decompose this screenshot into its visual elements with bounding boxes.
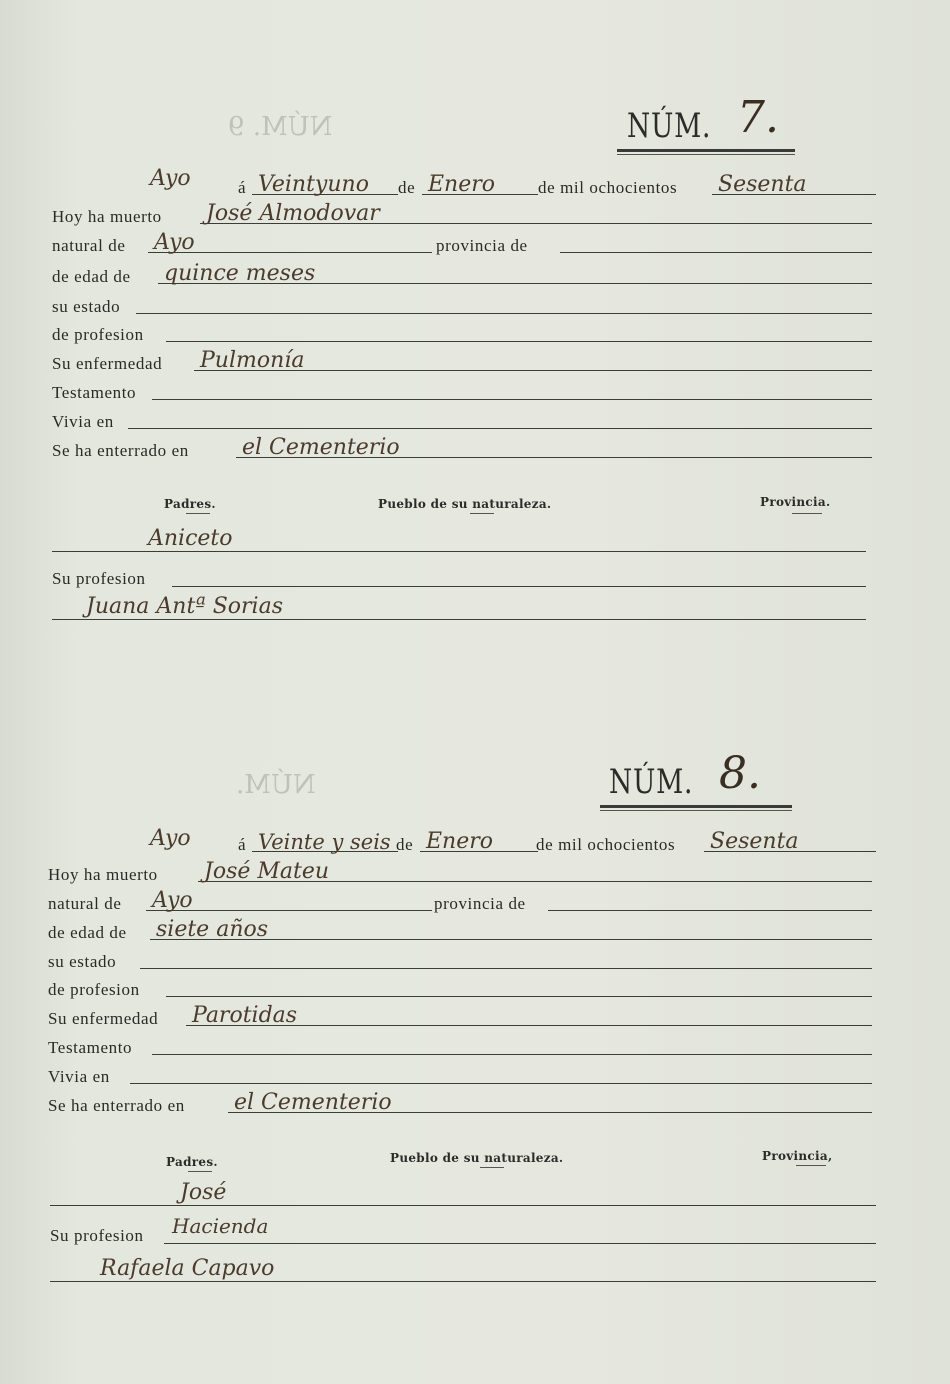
- pueblo-header: Pueblo de su naturaleza.: [390, 1151, 564, 1165]
- date-day-value: Veinte y seis: [252, 833, 398, 852]
- natural-de-label: natural de: [52, 236, 126, 255]
- father-line: [50, 1205, 876, 1206]
- provincia-header: Provincia.: [760, 495, 831, 509]
- enterrado-label: Se ha enterrado en: [48, 1096, 185, 1115]
- edad-label: de edad de: [48, 923, 127, 942]
- enterrado-label: Se ha enterrado en: [52, 441, 189, 460]
- num-underline: [617, 154, 795, 155]
- date-year-value: Sesenta: [704, 833, 876, 852]
- header-rule: [188, 1171, 212, 1172]
- header-rule: [186, 513, 210, 514]
- num-underline: [600, 810, 792, 811]
- num-underline: [600, 805, 792, 808]
- estado-label: su estado: [48, 952, 117, 971]
- enfermedad-label: Su enfermedad: [52, 354, 163, 373]
- mother-line: [52, 619, 866, 620]
- su-profesion-label: Su profesion: [52, 569, 146, 588]
- mother-name-value: Rafaela Capavo: [100, 1256, 275, 1281]
- header-rule: [796, 1165, 826, 1166]
- estado-value: [140, 950, 872, 969]
- num-value: 8.: [719, 748, 761, 799]
- profesion-label: de profesion: [48, 980, 140, 999]
- date-a-label: á: [238, 178, 247, 197]
- date-de-mil-label: de mil ochocientos: [536, 835, 676, 854]
- enterrado-value: el Cementerio: [228, 1094, 872, 1113]
- father-line: [52, 551, 866, 552]
- bleed-through-mark: NÚM. 9: [228, 112, 333, 142]
- mother-line: [50, 1281, 876, 1282]
- date-month-value: Enero: [420, 833, 538, 852]
- father-profesion-value: Hacienda: [172, 1214, 269, 1238]
- entry-number: [627, 92, 779, 146]
- date-de-mil-label: de mil ochocientos: [538, 178, 678, 197]
- natural-de-value: Ayo: [146, 892, 432, 911]
- deceased-name-value: José Almodovar: [200, 205, 872, 224]
- date-year-value: Sesenta: [712, 176, 876, 195]
- num-label: NÚM.: [627, 106, 712, 146]
- estado-label: su estado: [52, 297, 121, 316]
- profesion-value: [166, 978, 872, 997]
- provincia-de-value: [560, 234, 872, 253]
- hoy-ha-muerto-label: Hoy ha muerto: [52, 207, 162, 226]
- date-day-prefix: Ayo: [150, 826, 191, 851]
- enfermedad-label: Su enfermedad: [48, 1009, 159, 1028]
- edad-label: de edad de: [52, 267, 131, 286]
- natural-de-label: natural de: [48, 894, 122, 913]
- header-rule: [792, 513, 822, 514]
- testamento-label: Testamento: [48, 1038, 133, 1057]
- vivia-en-value: [128, 410, 872, 429]
- provincia-de-value: [548, 892, 872, 911]
- header-rule: [470, 513, 494, 514]
- su-profesion-label: Su profesion: [50, 1226, 144, 1245]
- enfermedad-value: Pulmonía: [194, 352, 872, 371]
- date-a-label: á: [238, 835, 247, 854]
- num-underline: [617, 149, 795, 152]
- bleed-through-mark: NÚM.: [236, 770, 316, 800]
- pueblo-header: Pueblo de su naturaleza.: [378, 497, 552, 511]
- date-de-label: de: [396, 835, 414, 854]
- provincia-de-label: provincia de: [436, 236, 528, 255]
- father-profesion-line: [172, 586, 866, 587]
- edad-value: quince meses: [158, 265, 872, 284]
- mother-name-value: Juana Antª Sorias: [86, 594, 284, 619]
- date-de-label: de: [398, 178, 416, 197]
- testamento-value: [152, 1036, 872, 1055]
- father-name-value: José: [180, 1180, 227, 1205]
- father-profesion-line: [164, 1243, 876, 1244]
- testamento-label: Testamento: [52, 383, 137, 402]
- vivia-en-label: Vivia en: [48, 1067, 110, 1086]
- enterrado-value: el Cementerio: [236, 439, 872, 458]
- profesion-value: [166, 323, 872, 342]
- date-month-value: Enero: [422, 176, 538, 195]
- vivia-en-value: [130, 1065, 872, 1084]
- deceased-name-value: José Mateu: [198, 863, 872, 882]
- entry-number: [609, 748, 761, 802]
- provincia-header: Provincia,: [762, 1149, 833, 1163]
- header-rule: [480, 1167, 504, 1168]
- enfermedad-value: Parotidas: [186, 1007, 872, 1026]
- provincia-de-label: provincia de: [434, 894, 526, 913]
- padres-header: Padres.: [166, 1155, 218, 1169]
- hoy-ha-muerto-label: Hoy ha muerto: [48, 865, 158, 884]
- date-day-value: Veintyuno: [252, 176, 398, 195]
- natural-de-value: Ayo: [148, 234, 432, 253]
- num-label: NÚM.: [609, 762, 694, 802]
- date-day-prefix: Ayo: [150, 166, 191, 191]
- num-value: 7.: [737, 92, 779, 143]
- father-name-value: Aniceto: [148, 526, 233, 551]
- profesion-label: de profesion: [52, 325, 144, 344]
- estado-value: [136, 295, 872, 314]
- vivia-en-label: Vivia en: [52, 412, 114, 431]
- padres-header: Padres.: [164, 497, 216, 511]
- testamento-value: [152, 381, 872, 400]
- edad-value: siete años: [150, 921, 872, 940]
